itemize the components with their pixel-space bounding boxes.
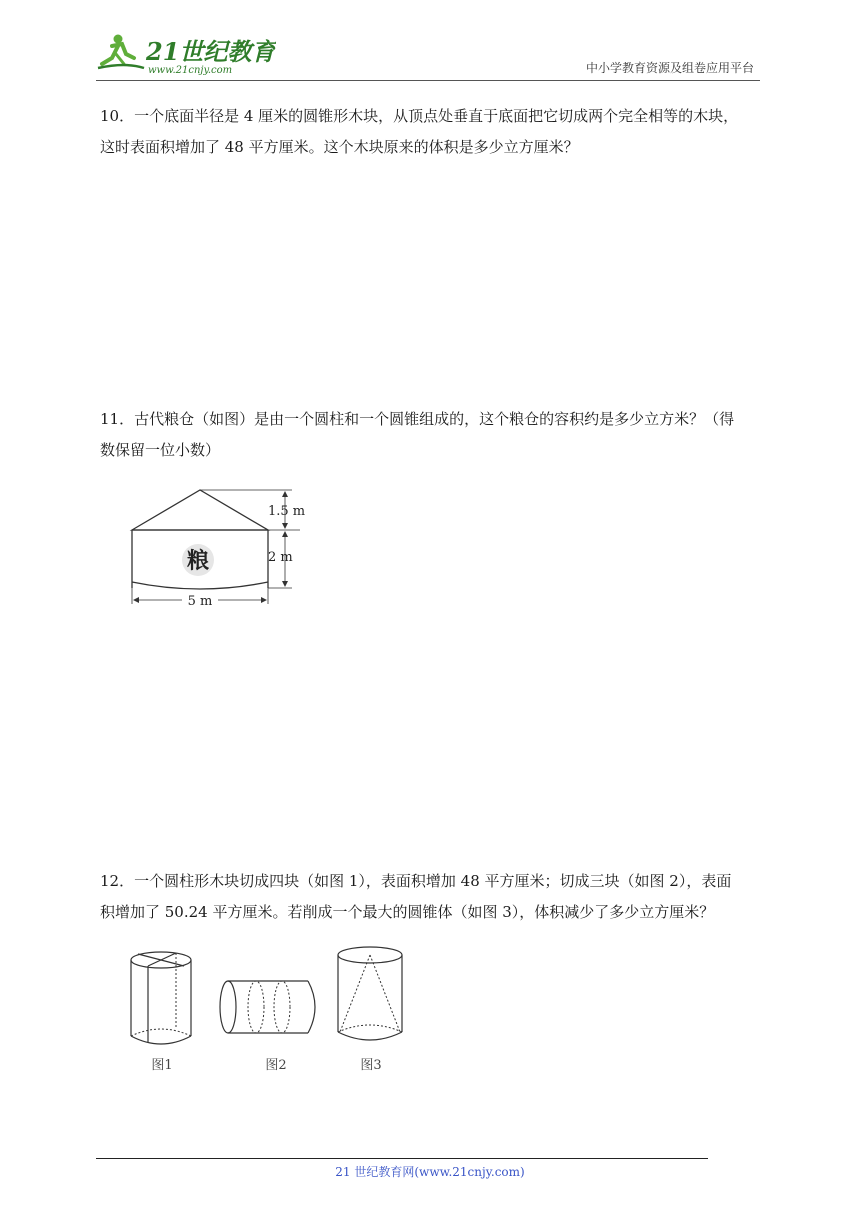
page-header bbox=[96, 28, 760, 81]
diameter-label: 5 m bbox=[187, 594, 213, 609]
question-11 bbox=[100, 404, 762, 466]
figure-1 bbox=[131, 952, 191, 1044]
height-cone-label: 1.5 m bbox=[268, 504, 306, 519]
question-line: 积增加了 50.24 平方厘米。若削成一个最大的圆锥体（如图 3），体积减少了多少立方厘米？ bbox=[100, 903, 715, 921]
question-line: 10．一个底面半径是 4 厘米的圆锥形木块，从顶点处垂直于底面把它切成两个完全相等的木块， bbox=[100, 107, 739, 125]
question-12 bbox=[100, 866, 762, 928]
granary-character: 粮 bbox=[186, 548, 210, 574]
question-line: 数保留一位小数） bbox=[100, 441, 221, 459]
figure-2-caption: 图2 bbox=[265, 1058, 287, 1073]
figure-2 bbox=[220, 981, 315, 1033]
question-line: 这时表面积增加了 48 平方厘米。这个木块原来的体积是多少立方厘米？ bbox=[100, 138, 579, 156]
figure-3-caption: 图3 bbox=[360, 1058, 382, 1073]
footer-divider bbox=[96, 1158, 708, 1159]
runner-icon bbox=[98, 35, 144, 69]
granary-figure bbox=[122, 484, 322, 613]
question-line: 11．古代粮仓（如图）是由一个圆柱和一个圆锥组成的，这个粮仓的容积约是多少立方米？（得 bbox=[100, 410, 735, 428]
footer-link[interactable]: 21 世纪教育网(www.21cnjy.com) bbox=[335, 1165, 525, 1179]
logo-url: www.21cnjy.com bbox=[148, 65, 233, 76]
header-tagline: 中小学教育资源及组卷应用平台 bbox=[585, 61, 754, 75]
height-cylinder-label: 2 m bbox=[268, 550, 293, 565]
logo-text: 21世纪教育 bbox=[146, 37, 276, 66]
figure-3 bbox=[338, 947, 402, 1040]
site-logo bbox=[96, 28, 276, 78]
question-line: 12．一个圆柱形木块切成四块（如图 1），表面积增加 48 平方厘米；切成三块（如图 2），表面 bbox=[100, 872, 732, 890]
question-10 bbox=[100, 101, 762, 163]
cylinders-figure bbox=[118, 940, 418, 1089]
figure-1-caption: 图1 bbox=[151, 1058, 173, 1073]
